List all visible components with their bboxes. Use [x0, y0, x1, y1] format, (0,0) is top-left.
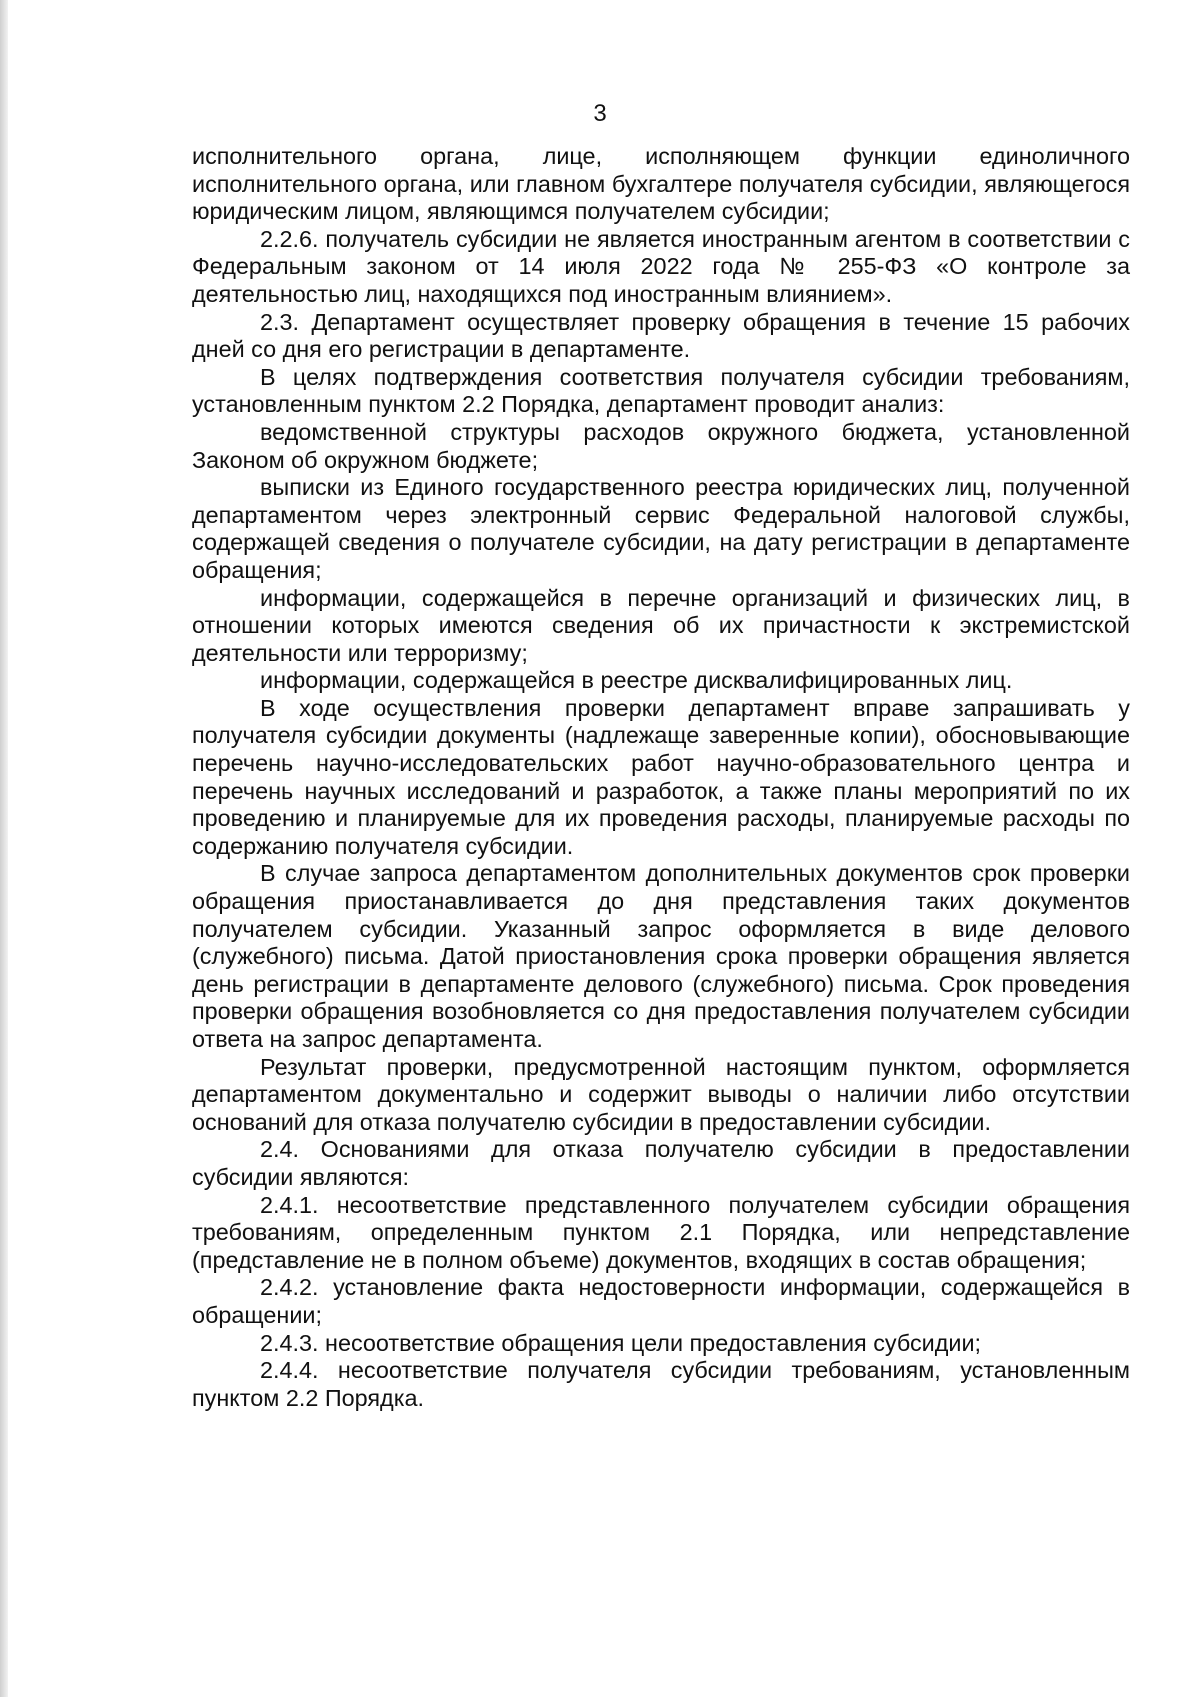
paragraph-check-result: Результат проверки, предусмотренной настоящим пунктом, оформляется департаментом документально и содержит выводы о наличии либо отсутствии оснований для отказа получателю субсидии в предоставлении субсидии.: [192, 1053, 1130, 1135]
paragraph-analysis-intro: В целях подтверждения соответствия получателя субсидии требованиям, установленным пунктом 2.2 Порядка, департамент проводит анализ:: [192, 363, 1130, 418]
paragraph-2-2-6: 2.2.6. получатель субсидии не является иностранным агентом в соответствии с Федеральным законом от 14 июля 2022 года № 255-ФЗ «О контроле за деятельностью лиц, находящихся под иностранным влиянием».: [192, 225, 1130, 307]
paragraph-2-4-4: 2.4.4. несоответствие получателя субсидии требованиям, установленным пунктом 2.2 Порядка.: [192, 1357, 1130, 1411]
paragraph-2-4-1: 2.4.1. несоответствие представленного получателем субсидии обращения требованиям, определенным пунктом 2.1 Порядка, или непредставление (представление не в полном объеме) документов, входящих в состав обращения;: [192, 1191, 1130, 1273]
page-number: 3: [593, 100, 607, 127]
document-body: [192, 143, 1130, 1412]
paragraph-document-request: В ходе осуществления проверки департамент вправе запрашивать у получателя субсидии документы (надлежаще заверенные копии), обосновывающие перечень научно-исследовательских работ научно-образовательного центра и перечень научных исследований и разработок, а также планы мероприятий по их проведению и планируемые для их проведения расходы, планируемые расходы по содержанию получателя субсидии.: [192, 694, 1130, 859]
paragraph-analysis-disqualified: информации, содержащейся в реестре дисквалифицированных лиц.: [260, 667, 1013, 694]
paragraph-2-4-2: 2.4.2. установление факта недостоверности информации, содержащейся в обращении;: [192, 1274, 1130, 1328]
paragraph-continuation: исполнительного органа, лице, исполняющем функции единоличного исполнительного органа, или главном бухгалтере получателя субсидии, являющегося юридическим лицом, являющимся получателем субсидии;: [192, 143, 1130, 225]
paragraph-request-suspension: В случае запроса департаментом дополнительных документов срок проверки обращения приостанавливается до дня представления таких документов получателем субсидии. Указанный запрос оформляется в виде делового (служебного) письма. Датой приостановления срока проверки обращения является день регистрации в департаменте делового (служебного) письма. Срок проведения проверки обращения возобновляется со дня предоставления получателем субсидии ответа на запрос департамента.: [192, 860, 1130, 1052]
paragraph-analysis-extremism: информации, содержащейся в перечне организаций и физических лиц, в отношении которых имеются сведения об их причастности к экстремистской деятельности или терроризму;: [192, 584, 1130, 666]
paragraph-2-3: 2.3. Департамент осуществляет проверку обращения в течение 15 рабочих дней со дня его регистрации в департаменте.: [192, 308, 1130, 363]
scan-edge-shadow: [0, 0, 8, 1697]
paragraph-analysis-egrul: выписки из Единого государственного реестра юридических лиц, полученной департаментом через электронный сервис Федеральной налоговой службы, содержащей сведения о получателе субсидии, на дату регистрации в департаменте обращения;: [192, 474, 1130, 583]
paragraph-2-4-3: 2.4.3. несоответствие обращения цели предоставления субсидии;: [260, 1329, 982, 1356]
paragraph-2-4: 2.4. Основаниями для отказа получателю субсидии в предоставлении субсидии являются:: [192, 1136, 1130, 1190]
paragraph-analysis-budget: ведомственной структуры расходов окружного бюджета, установленной Законом об окружном бюджете;: [192, 418, 1130, 473]
